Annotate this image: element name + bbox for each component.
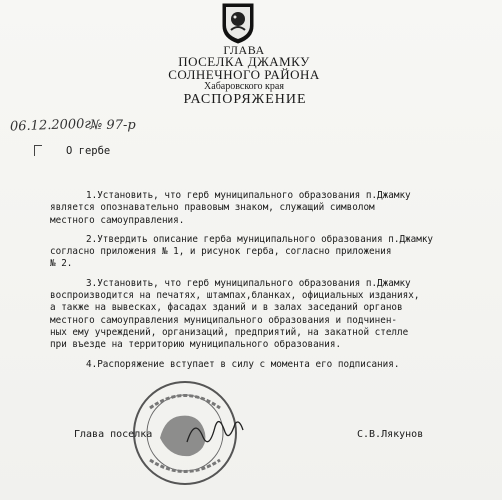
body-line: местного самоуправления муниципального образования и подчинен- <box>50 314 398 326</box>
header-settlement: ПОСЕЛКА ДЖАМКУ <box>178 54 310 69</box>
handwritten-number: № 97-р <box>90 118 136 133</box>
body-line: 2.Утвердить описание герба муниципального образования п.Джамку <box>86 233 434 245</box>
signature-position: Глава поселка <box>74 429 153 440</box>
body-line: согласно приложения № 1, и рисунок герба, согласно приложения <box>50 246 392 258</box>
paragraph-1 <box>50 190 464 227</box>
body-line: 4.Распоряжение вступает в силу с момента его подписания. <box>86 358 400 370</box>
paragraph-3 <box>50 278 464 352</box>
body-line: № 2. <box>50 258 73 270</box>
body-line: а также на вывесках, фасадах зданий и в залах заседаний органов <box>50 302 403 314</box>
coat-of-arms-icon <box>220 2 256 44</box>
body-line: воспроизводится на печатях, штампах,бланках, официальных изданиях, <box>50 290 420 302</box>
header-title: ГЛАВА <box>223 43 265 57</box>
paragraph-2 <box>50 234 464 271</box>
header-region: Хабаровского края <box>204 81 284 92</box>
handwritten-date: 06.12.2000г. <box>9 116 96 135</box>
corner-mark <box>34 145 42 156</box>
body-line: ных ему учреждений, организаций, предприятий, на закатной стелле <box>50 326 409 338</box>
body-line: является опознавательно правовым знаком, служащий символом <box>50 202 375 214</box>
paragraph-4 <box>50 359 464 371</box>
handwritten-signature-icon <box>185 412 245 452</box>
document-type: РАСПОРЯЖЕНИЕ <box>183 92 307 107</box>
body-line: местного самоуправления. <box>50 214 185 226</box>
body-line: 1.Установить, что герб муниципального образования п.Джамку <box>86 190 411 201</box>
body-line: при въезде на территорию муниципального образования. <box>50 339 342 351</box>
document-body <box>50 190 464 378</box>
header-district: СОЛНЕЧНОГО РАЙОНА <box>168 67 320 82</box>
body-line: 3.Установить, что герб муниципального образования п.Джамку <box>86 277 411 289</box>
signature-name: С.В.Лякунов <box>357 429 424 440</box>
document-subject: О гербе <box>66 145 111 157</box>
